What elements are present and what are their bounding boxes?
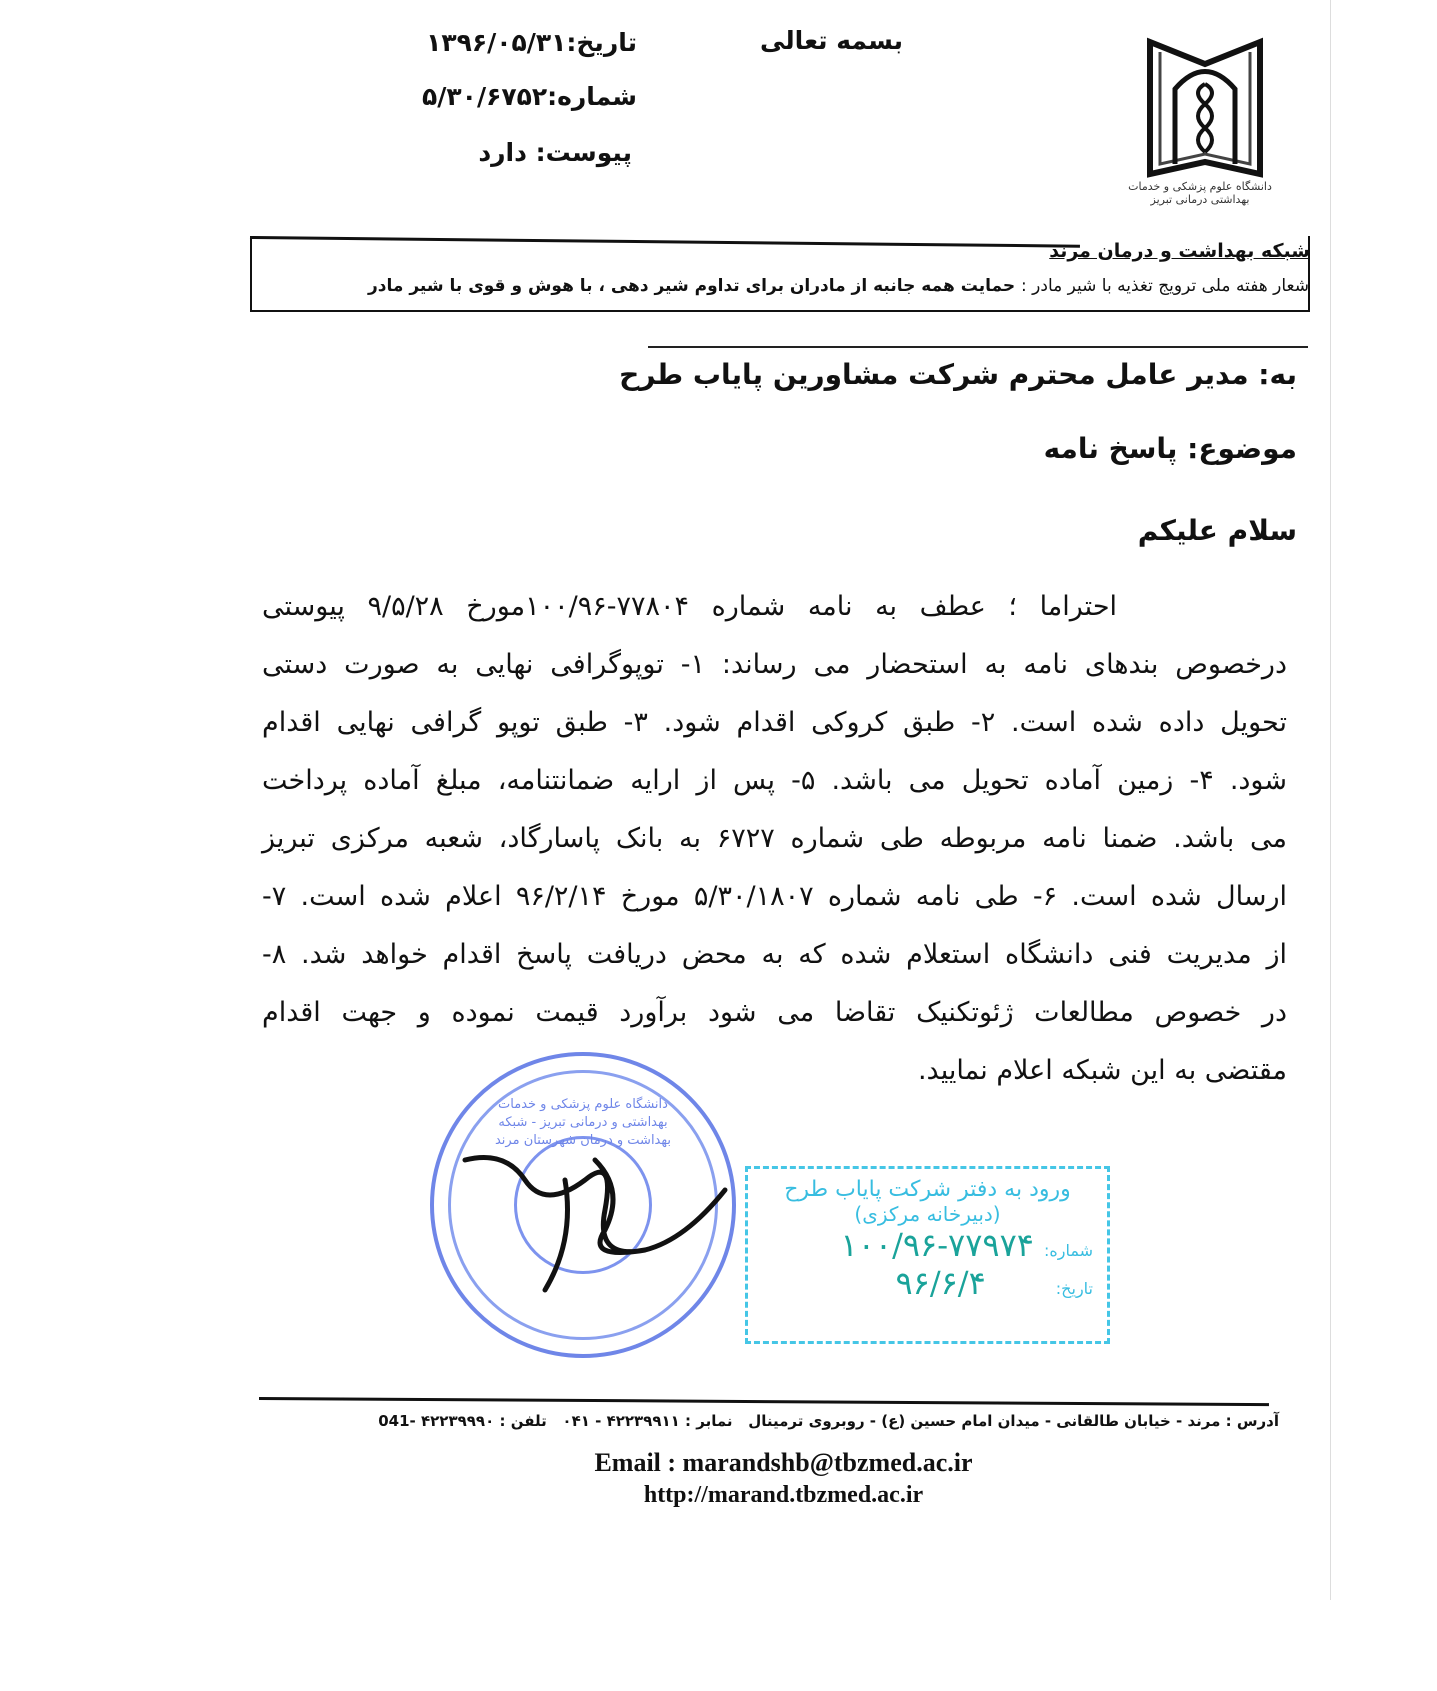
seal-text: دانشگاه علوم پزشکی و خدمات بهداشتی و درمانی تبریز - شبکه بهداشت و درمان شهرستان مرند — [494, 1097, 671, 1148]
page-edge — [1330, 0, 1331, 1600]
slogan — [368, 276, 1309, 296]
attachment-value: دارد — [478, 138, 527, 167]
invocation: بسمه تعالی — [760, 26, 904, 55]
slogan-text: حمایت همه جانبه از مادران برای تداوم شیر دهی ، با هوش و قوی با شیر مادر — [368, 276, 1016, 296]
receipt-stamp — [745, 1166, 1110, 1344]
stamp-title: ورود به دفتر شرکت پایاب طرح — [784, 1177, 1071, 1202]
logo-caption: دانشگاه علوم پزشکی و خدمات بهداشتی درمانی تبریز — [1128, 180, 1272, 206]
subject: موضوع: پاسخ نامه — [1043, 432, 1297, 465]
body-line: ارسال شده است. ۶- طی نامه شماره ۵/۳۰/۱۸۰۷ مورخ ۹۶/۲/۱۴ اعلام شده است. ۷- — [262, 881, 1288, 912]
stamp-date-label: تاریخ: — [1055, 1279, 1093, 1298]
date-value: ۱۳۹۶/۰۵/۳۱ — [426, 28, 567, 57]
signature-icon — [445, 1120, 745, 1300]
footer-email[interactable]: Email : marandshb@tbzmed.ac.ir — [594, 1448, 973, 1477]
number-value: ۵/۳۰/۶۷۵۲ — [422, 82, 548, 111]
footer-address: آدرس : مرند - خیابان طالقانی - میدان امام حسین (ع) - روبروی ترمینال — [748, 1412, 1279, 1430]
body-line: می باشد. ضمنا نامه مربوطه طی شماره ۶۷۲۷ به بانک پاسارگاد، شعبه مرکزی تبریز — [262, 823, 1287, 854]
body-line: در خصوص مطالعات ژئوتکنیک تقاضا می شود برآورد قیمت نموده و جهت اقدام — [262, 997, 1287, 1028]
body-line: درخصوص بندهای نامه به استحضار می رساند: ۱- توپوگرافی نهایی به صورت دستی — [262, 649, 1287, 680]
stamp-date — [762, 1264, 1093, 1302]
letter-date — [426, 28, 637, 57]
letter-attachment — [478, 138, 632, 167]
number-label: شماره: — [547, 82, 637, 111]
letter-body — [262, 578, 1287, 1100]
stamp-number — [762, 1226, 1093, 1264]
organization-name: شبکه بهداشت و درمان مرند — [1049, 240, 1310, 262]
date-label: تاریخ: — [566, 28, 637, 57]
footer-contact — [378, 1412, 1279, 1430]
stamp-subtitle: (دبیرخانه مرکزی) — [854, 1202, 1001, 1226]
stamp-number-label: شماره: — [1043, 1241, 1093, 1260]
stamp-number-value: ۱۰۰/۹۶-۷۷۹۷۴ — [840, 1226, 1034, 1264]
stamp-date-value: ۹۶/۶/۴ — [895, 1264, 986, 1302]
body-line: احتراما ؛ عطف به نامه شماره ۷۷۸۰۴-۱۰۰/۹۶مورخ ۹/۵/۲۸ پیوستی — [262, 591, 1118, 622]
letter-number — [422, 82, 637, 111]
university-logo-icon — [1140, 34, 1270, 184]
body-line: از مدیریت فنی دانشگاه استعلام شده که به محض دریافت پاسخ اقدام خواهد شد. ۸- — [262, 939, 1287, 970]
greeting: سلام علیکم — [1137, 514, 1297, 547]
footer-rule — [259, 1397, 1269, 1406]
body-line: مقتضی به این شبکه اعلام نمایید. — [917, 1055, 1287, 1086]
footer-url[interactable]: http://marand.tbzmed.ac.ir — [643, 1482, 924, 1508]
divider — [648, 346, 1308, 348]
attachment-label: پیوست: — [535, 138, 632, 167]
footer-phone: تلفن : ۴۲۲۳۹۹۹۰ -041 — [378, 1412, 547, 1430]
body-line: تحویل داده شده است. ۲- طبق کروکی اقدام شود. ۳- طبق توپو گرافی نهایی اقدام — [262, 707, 1287, 738]
recipient: به: مدیر عامل محترم شرکت مشاورین پایاب طرح — [619, 358, 1297, 391]
slogan-label: شعار هفته ملی ترویج تغذیه با شیر مادر : — [1021, 276, 1309, 296]
footer-fax: نمابر : ۴۲۲۳۹۹۱۱ - ۰۴۱ — [562, 1412, 733, 1430]
body-line: شود. ۴- زمین آماده تحویل می باشد. ۵- پس از ارایه ضمانتنامه، مبلغ آماده پرداخت — [262, 765, 1287, 796]
